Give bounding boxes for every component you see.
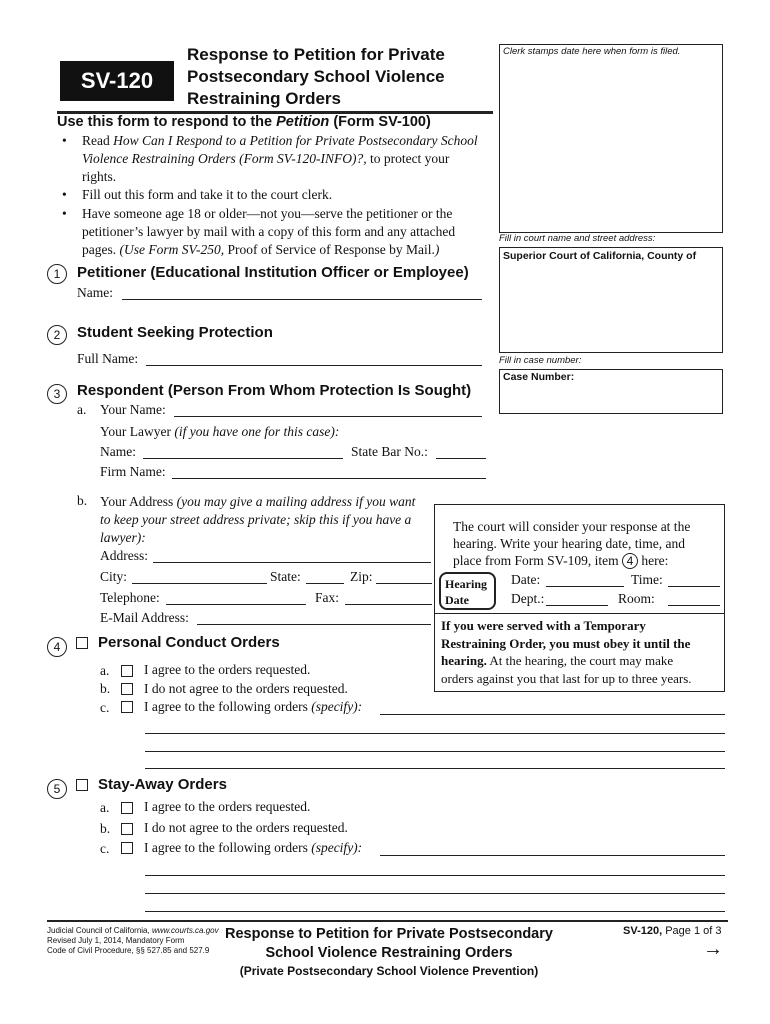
form-id-badge: SV-120 <box>60 61 174 101</box>
tro-warning: If you were served with a Temporary Restraining Order, you must obey it until the hearing. At the hearing, the court may make orders against you that last for up to three years. <box>441 618 692 686</box>
item-5c-marker: c. <box>100 841 110 856</box>
hearing-date-tag: Hearing Date <box>439 572 496 610</box>
item-4c-field-4[interactable] <box>145 768 725 769</box>
item-5c-field-1[interactable] <box>380 855 725 856</box>
hearing-time-label: Time: <box>631 572 663 587</box>
form-title-line2: Postsecondary School Violence <box>187 67 445 86</box>
item-5a-text: I agree to the orders requested. <box>144 799 311 814</box>
item-5c-text: I agree to the following orders (specify): <box>144 840 363 855</box>
item-5a-checkbox[interactable] <box>121 802 133 814</box>
item-4c-text: I agree to the following orders (specify): <box>144 699 363 714</box>
address-label: Address: <box>100 548 148 563</box>
telephone-label: Telephone: <box>100 590 160 605</box>
item-5b-checkbox[interactable] <box>121 823 133 835</box>
section-1-title: Petitioner (Educational Institution Officer or Employee) <box>77 264 469 281</box>
instruction-bullet-1: • Read How Can I Respond to a Petition for Private Postsecondary School Violence Restraining Orders (Form SV-120-INFO)?, to protect your rights. <box>82 132 492 186</box>
item-5b-text: I do not agree to the orders requested. <box>144 820 348 835</box>
form-title-line1: Response to Petition for Private <box>187 45 445 64</box>
section-1-number: 1 <box>47 264 67 284</box>
item-5c-field-2[interactable] <box>145 875 725 876</box>
hearing-dept-label: Dept.: <box>511 591 545 606</box>
clerk-stamp-box[interactable] <box>499 44 723 233</box>
state-bar-field[interactable] <box>436 458 486 459</box>
section-3-title: Respondent (Person From Whom Protection Is Sought) <box>77 382 472 399</box>
section-5-title: Stay-Away Orders <box>98 776 227 793</box>
address-field[interactable] <box>153 562 431 563</box>
state-bar-label: State Bar No.: <box>351 444 428 459</box>
instruction-bullet-2: • Fill out this form and take it to the court clerk. <box>82 186 332 204</box>
item-5b-marker: b. <box>100 821 111 836</box>
section-5-checkbox[interactable] <box>76 779 88 791</box>
city-field[interactable] <box>132 583 267 584</box>
email-label: E-Mail Address: <box>100 610 189 625</box>
court-label: Superior Court of California, County of <box>503 250 697 262</box>
item-5a-marker: a. <box>100 800 110 815</box>
item-5c-field-4[interactable] <box>145 911 725 912</box>
hearing-room-label: Room: <box>618 591 655 606</box>
lawyer-name-field[interactable] <box>143 458 343 459</box>
lawyer-name-label: Name: <box>100 444 136 459</box>
clerk-stamp-note: Clerk stamps date here when form is filed. <box>503 46 681 57</box>
firm-name-field[interactable] <box>172 478 486 479</box>
item-4b-checkbox[interactable] <box>121 683 133 695</box>
petitioner-name-field[interactable] <box>122 299 482 300</box>
item-4a-marker: a. <box>100 663 110 678</box>
hearing-room-field[interactable] <box>668 605 720 606</box>
student-name-label: Full Name: <box>77 351 139 366</box>
item-4c-checkbox[interactable] <box>121 701 133 713</box>
item-3a-marker: a. <box>77 402 87 417</box>
firm-name-label: Firm Name: <box>100 464 166 479</box>
lawyer-heading: Your Lawyer (if you have one for this case): <box>100 424 340 439</box>
case-note: Fill in case number: <box>499 355 582 366</box>
telephone-field[interactable] <box>166 604 306 605</box>
form-title <box>187 44 445 110</box>
item-4a-checkbox[interactable] <box>121 665 133 677</box>
hearing-item-4-circle: 4 <box>622 553 638 569</box>
next-page-arrow-icon[interactable]: → <box>703 938 723 960</box>
petitioner-name-label: Name: <box>77 285 113 300</box>
section-4-number: 4 <box>47 637 67 657</box>
item-3b-marker: b. <box>77 493 88 508</box>
footer-title: Response to Petition for Private Postsecondary School Violence Restraining Orders (Private Postsecondary School Violence Prevention) <box>225 926 553 978</box>
item-4c-marker: c. <box>100 700 110 715</box>
courts-link[interactable]: www.courts.ca.gov <box>151 926 219 935</box>
item-4a-text: I agree to the orders requested. <box>144 662 311 677</box>
section-4-checkbox[interactable] <box>76 637 88 649</box>
address-instructions: Your Address (you may give a mailing address if you want to keep your street address private; skip this if you have a lawyer): <box>100 494 416 545</box>
instruction-bullet-3: • Have someone age 18 or older—not you—serve the petitioner or the petitioner’s lawyer by mail with a copy of this form and any attached pages. (Use Form SV-250, Proof of Service of Response by Mail.) <box>82 205 492 259</box>
hearing-time-field[interactable] <box>668 586 720 587</box>
hearing-intro: The court will consider your response at the hearing. Write your hearing date, time, and place from Form SV-109, item 4 here: <box>453 519 691 568</box>
hearing-dept-field[interactable] <box>546 605 608 606</box>
section-2-title: Student Seeking Protection <box>77 324 273 341</box>
student-name-field[interactable] <box>146 365 482 366</box>
state-field[interactable] <box>306 583 344 584</box>
hearing-divider <box>435 613 724 614</box>
item-4b-text: I do not agree to the orders requested. <box>144 681 348 696</box>
section-3-number: 3 <box>47 384 67 404</box>
item-4c-field-2[interactable] <box>145 733 725 734</box>
email-field[interactable] <box>197 624 431 625</box>
footer-rule <box>47 920 728 922</box>
your-name-label: Your Name: <box>100 402 166 417</box>
zip-field[interactable] <box>376 583 432 584</box>
item-5c-field-3[interactable] <box>145 893 725 894</box>
hearing-date-field[interactable] <box>546 586 624 587</box>
subtitle: Use this form to respond to the Petition (Form SV-100) <box>57 114 431 130</box>
section-5-number: 5 <box>47 779 67 799</box>
fax-field[interactable] <box>345 604 432 605</box>
case-number-box[interactable] <box>499 369 723 414</box>
zip-label: Zip: <box>350 569 373 584</box>
item-4b-marker: b. <box>100 681 111 696</box>
page-indicator: SV-120, Page 1 of 3 <box>623 925 722 937</box>
item-4c-field-1[interactable] <box>380 714 725 715</box>
state-label: State: <box>270 569 301 584</box>
section-4-title: Personal Conduct Orders <box>98 634 280 651</box>
case-number-label: Case Number: <box>503 371 575 383</box>
item-4c-field-3[interactable] <box>145 751 725 752</box>
your-name-field[interactable] <box>174 416 482 417</box>
court-note: Fill in court name and street address: <box>499 233 656 244</box>
court-name-box[interactable] <box>499 247 723 353</box>
section-2-number: 2 <box>47 325 67 345</box>
hearing-box <box>434 504 725 692</box>
item-5c-checkbox[interactable] <box>121 842 133 854</box>
form-title-line3: Restraining Orders <box>187 89 341 108</box>
city-label: City: <box>100 569 128 584</box>
hearing-date-label: Date: <box>511 572 541 587</box>
footer-citation: Judicial Council of California, www.courts.ca.gov Revised July 1, 2014, Mandatory Form Code of Civil Procedure, §§ 527.85 and 527.9 <box>47 926 219 955</box>
fax-label: Fax: <box>315 590 340 605</box>
